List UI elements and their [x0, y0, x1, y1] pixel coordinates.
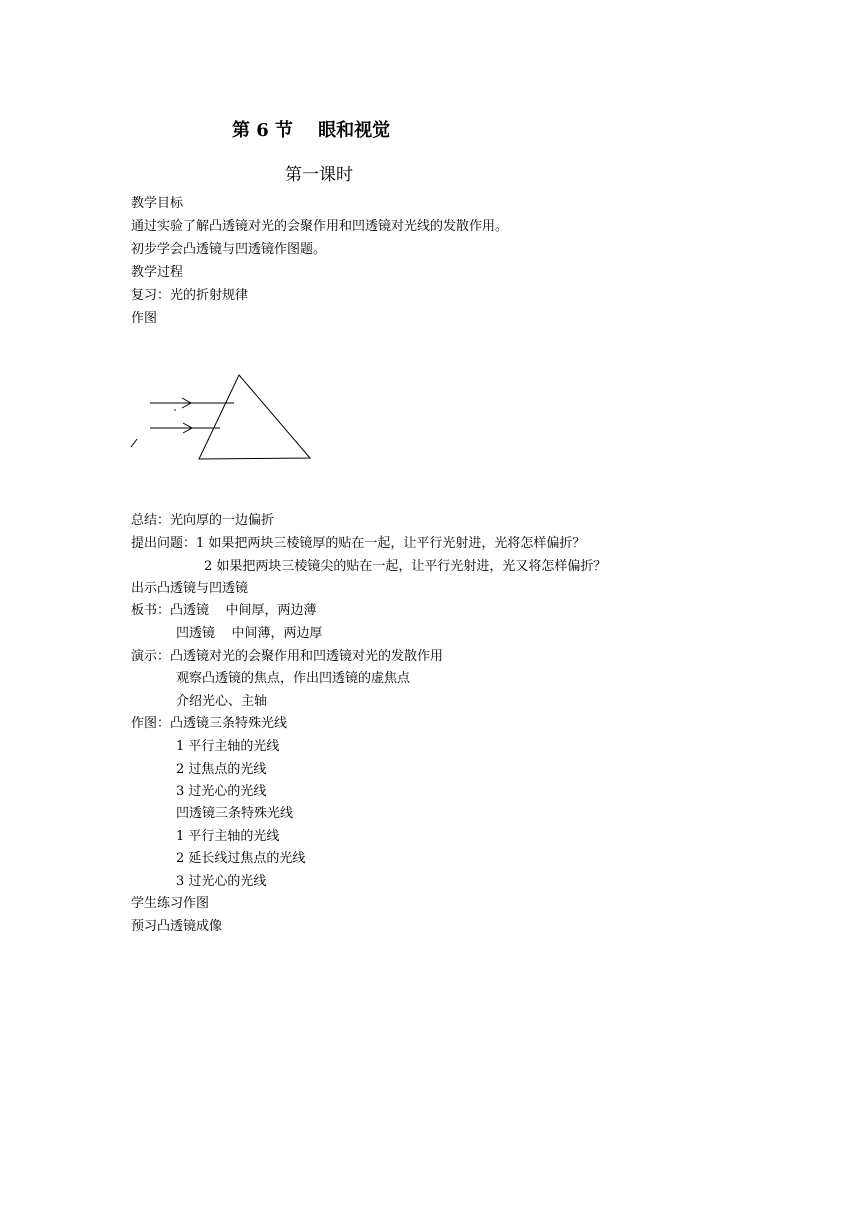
prism-refraction-diagram [124, 368, 324, 468]
text-line: 初步学会凸透镜与凹透镜作图题。 [131, 242, 327, 257]
text-line: 2 延长线过焦点的光线 [176, 851, 306, 866]
lesson-subtitle: 第一课时 [285, 165, 353, 185]
stray-mark [131, 439, 137, 447]
text-line: 教学目标 [131, 196, 184, 211]
text-line: 1 平行主轴的光线 [176, 739, 280, 754]
text-line: 演示：凸透镜对光的会聚作用和凹透镜对光的发散作用 [131, 649, 444, 664]
text-line: 作图 [131, 311, 158, 326]
text-line: 介绍光心、主轴 [176, 694, 268, 709]
text-line: 凹透镜三条特殊光线 [176, 806, 294, 821]
text-line: 学生练习作图 [131, 896, 210, 911]
section-title: 第 6 节 眼和视觉 [232, 120, 391, 141]
text-line: 3 过光心的光线 [176, 784, 267, 799]
text-line: 作图：凸透镜三条特殊光线 [131, 716, 288, 731]
text-line: 预习凸透镜成像 [131, 919, 223, 934]
text-line: 2 如果把两块三棱镜尖的贴在一起，让平行光射进，光又将怎样偏折？ [204, 559, 607, 574]
text-line: 板书：凸透镜 中间厚，两边薄 [131, 603, 317, 618]
text-line: 通过实验了解凸透镜对光的会聚作用和凹透镜对光线的发散作用。 [131, 219, 509, 234]
text-line: 观察凸透镜的焦点，作出凹透镜的虚焦点 [176, 671, 411, 686]
stray-dot [174, 409, 176, 411]
prism-triangle [199, 375, 310, 459]
text-line: 复习：光的折射规律 [131, 288, 249, 303]
text-line: 1 平行主轴的光线 [176, 829, 280, 844]
text-line: 出示凸透镜与凹透镜 [131, 581, 249, 596]
text-line: 总结：光向厚的一边偏折 [131, 513, 275, 528]
text-line: 2 过焦点的光线 [176, 762, 267, 777]
text-line: 教学过程 [131, 265, 184, 280]
text-line: 提出问题：1 如果把两块三棱镜厚的贴在一起，让平行光射进，光将怎样偏折？ [131, 536, 586, 551]
text-line: 凹透镜 中间薄，两边厚 [176, 626, 323, 641]
text-line: 3 过光心的光线 [176, 874, 267, 889]
